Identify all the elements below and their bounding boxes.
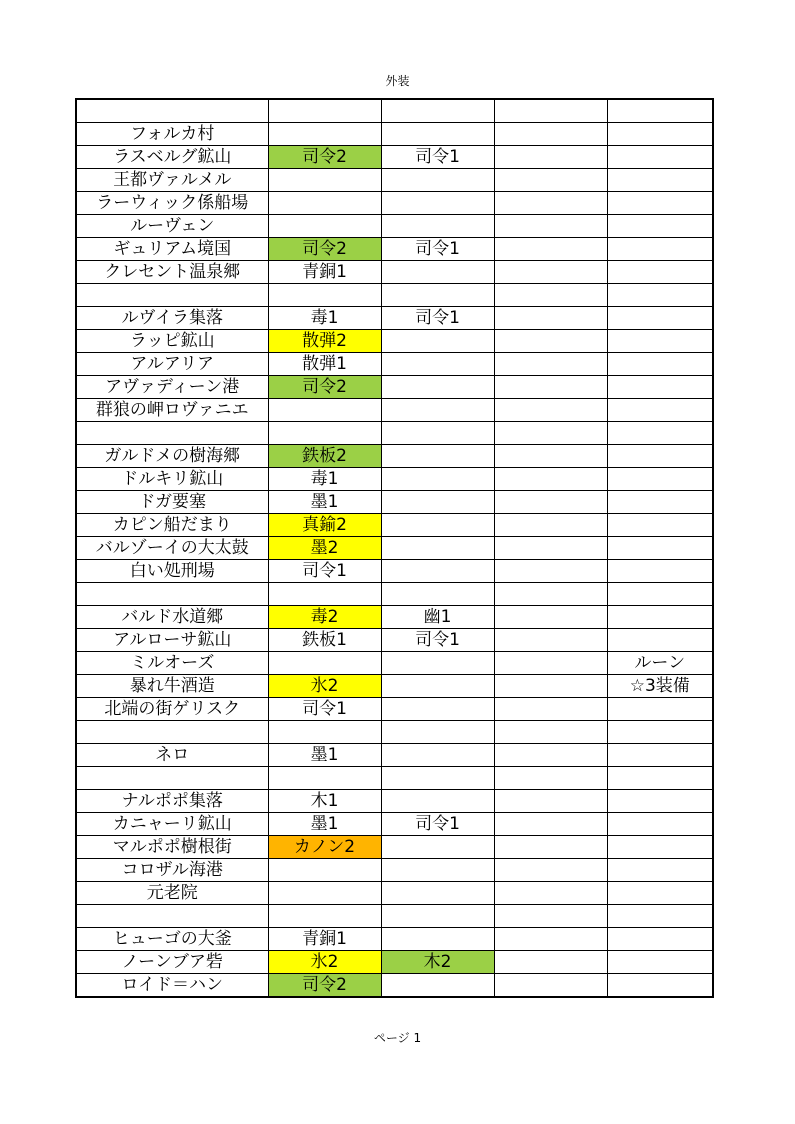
- cell-col-e: [607, 537, 713, 560]
- cell-col-e: [607, 215, 713, 238]
- page-header: 外装: [385, 74, 410, 88]
- cell-col-c: 司令1: [381, 307, 494, 330]
- table-row: [76, 99, 713, 123]
- cell-col-c: 司令1: [381, 146, 494, 169]
- cell-col-d: [494, 629, 607, 652]
- cell-col-b: 青銅1: [268, 261, 381, 284]
- table-row: [76, 675, 713, 698]
- cell-col-c: [381, 698, 494, 721]
- cell-col-e: [607, 169, 713, 192]
- cell-col-b: 墨1: [268, 744, 381, 767]
- table-row: [76, 307, 713, 330]
- cell-location: ルヴイラ集落: [76, 307, 268, 330]
- cell-col-c: [381, 376, 494, 399]
- cell-col-b: [268, 399, 381, 422]
- cell-col-c: [381, 99, 494, 123]
- cell-col-c: [381, 261, 494, 284]
- cell-col-c: [381, 790, 494, 813]
- cell-col-e: [607, 422, 713, 445]
- table-row: [76, 790, 713, 813]
- cell-col-d: [494, 307, 607, 330]
- cell-col-b: [268, 905, 381, 928]
- cell-col-e: [607, 560, 713, 583]
- cell-location: [76, 721, 268, 744]
- cell-col-e: [607, 813, 713, 836]
- cell-location: ミルオーズ: [76, 652, 268, 675]
- cell-location: ルーヴェン: [76, 215, 268, 238]
- table-row: [76, 491, 713, 514]
- cell-location: ドガ要塞: [76, 491, 268, 514]
- cell-location: アルアリア: [76, 353, 268, 376]
- cell-col-e: [607, 146, 713, 169]
- cell-col-e: [607, 238, 713, 261]
- cell-col-b: [268, 721, 381, 744]
- cell-col-e: [607, 836, 713, 859]
- cell-col-d: [494, 376, 607, 399]
- cell-col-b: 墨1: [268, 813, 381, 836]
- cell-col-b: [268, 583, 381, 606]
- cell-col-d: [494, 330, 607, 353]
- cell-col-c: 幽1: [381, 606, 494, 629]
- table-row: [76, 951, 713, 974]
- cell-col-b: 鉄板1: [268, 629, 381, 652]
- cell-col-d: [494, 721, 607, 744]
- cell-col-b: 墨2: [268, 537, 381, 560]
- cell-col-c: [381, 560, 494, 583]
- cell-col-b: 司令2: [268, 974, 381, 998]
- cell-col-e: [607, 629, 713, 652]
- cell-col-b: 青銅1: [268, 928, 381, 951]
- cell-col-d: [494, 215, 607, 238]
- cell-col-d: [494, 537, 607, 560]
- cell-location: ロイド＝ハン: [76, 974, 268, 998]
- cell-col-b: [268, 99, 381, 123]
- cell-col-d: [494, 583, 607, 606]
- cell-col-b: 司令1: [268, 560, 381, 583]
- cell-col-b: 氷2: [268, 675, 381, 698]
- table-row: [76, 445, 713, 468]
- cell-col-d: [494, 146, 607, 169]
- cell-col-d: [494, 905, 607, 928]
- cell-col-e: [607, 790, 713, 813]
- cell-col-c: [381, 652, 494, 675]
- cell-location: マルポポ樹根街: [76, 836, 268, 859]
- cell-col-c: [381, 974, 494, 998]
- cell-col-c: [381, 721, 494, 744]
- cell-col-c: [381, 905, 494, 928]
- cell-location: アルローサ鉱山: [76, 629, 268, 652]
- cell-col-d: [494, 399, 607, 422]
- cell-col-e: [607, 307, 713, 330]
- cell-col-d: [494, 744, 607, 767]
- table-row: [76, 629, 713, 652]
- cell-col-e: ☆3装備: [607, 675, 713, 698]
- table-row: [76, 123, 713, 146]
- table-row: [76, 560, 713, 583]
- table-row: [76, 928, 713, 951]
- cell-col-b: 司令2: [268, 376, 381, 399]
- cell-location: バルゾーイの大太鼓: [76, 537, 268, 560]
- cell-col-b: 真鍮2: [268, 514, 381, 537]
- cell-col-d: [494, 652, 607, 675]
- table-row: [76, 882, 713, 905]
- cell-col-e: [607, 353, 713, 376]
- cell-col-d: [494, 675, 607, 698]
- cell-col-c: 司令1: [381, 629, 494, 652]
- table-row: [76, 514, 713, 537]
- page-footer: ページ 1: [373, 1031, 422, 1045]
- table-row: [76, 376, 713, 399]
- cell-col-e: [607, 698, 713, 721]
- cell-col-c: 司令1: [381, 238, 494, 261]
- table-row: [76, 169, 713, 192]
- cell-col-d: [494, 123, 607, 146]
- cell-col-d: [494, 284, 607, 307]
- cell-location: ナルポポ集落: [76, 790, 268, 813]
- cell-col-e: [607, 491, 713, 514]
- cell-col-b: 散弾2: [268, 330, 381, 353]
- table-row: [76, 238, 713, 261]
- cell-location: バルド水道郷: [76, 606, 268, 629]
- cell-location: ラッピ鉱山: [76, 330, 268, 353]
- cell-location: カピン船だまり: [76, 514, 268, 537]
- cell-col-b: 司令1: [268, 698, 381, 721]
- cell-location: 暴れ牛酒造: [76, 675, 268, 698]
- cell-col-e: [607, 974, 713, 998]
- cell-col-d: [494, 928, 607, 951]
- cell-col-b: [268, 284, 381, 307]
- cell-location: ギュリアム境国: [76, 238, 268, 261]
- cell-col-e: [607, 859, 713, 882]
- cell-col-b: [268, 859, 381, 882]
- cell-col-e: [607, 445, 713, 468]
- cell-col-e: [607, 284, 713, 307]
- cell-col-c: [381, 583, 494, 606]
- cell-col-b: [268, 422, 381, 445]
- table-row: [76, 330, 713, 353]
- cell-col-d: [494, 951, 607, 974]
- cell-col-c: [381, 422, 494, 445]
- cell-location: [76, 99, 268, 123]
- table-row: [76, 192, 713, 215]
- cell-col-b: 毒1: [268, 468, 381, 491]
- cell-col-d: [494, 606, 607, 629]
- cell-col-c: 司令1: [381, 813, 494, 836]
- cell-location: ヒューゴの大釜: [76, 928, 268, 951]
- table-row: [76, 652, 713, 675]
- cell-location: [76, 905, 268, 928]
- cell-col-e: [607, 123, 713, 146]
- cell-col-d: [494, 238, 607, 261]
- cell-col-e: [607, 928, 713, 951]
- cell-col-d: [494, 974, 607, 998]
- cell-col-d: [494, 859, 607, 882]
- cell-col-e: [607, 399, 713, 422]
- cell-col-e: [607, 583, 713, 606]
- cell-col-c: [381, 514, 494, 537]
- table-row: [76, 284, 713, 307]
- cell-location: クレセント温泉郷: [76, 261, 268, 284]
- cell-col-d: [494, 445, 607, 468]
- cell-col-b: 司令2: [268, 146, 381, 169]
- cell-col-b: 散弾1: [268, 353, 381, 376]
- spreadsheet-table: [75, 98, 714, 998]
- cell-col-c: [381, 928, 494, 951]
- cell-col-c: [381, 192, 494, 215]
- cell-col-e: [607, 744, 713, 767]
- cell-col-b: [268, 882, 381, 905]
- cell-location: [76, 284, 268, 307]
- cell-col-e: [607, 721, 713, 744]
- cell-location: [76, 767, 268, 790]
- cell-col-c: [381, 353, 494, 376]
- cell-col-c: 木2: [381, 951, 494, 974]
- cell-col-b: [268, 123, 381, 146]
- cell-col-b: [268, 652, 381, 675]
- cell-location: アヴァディーン港: [76, 376, 268, 399]
- cell-col-d: [494, 422, 607, 445]
- cell-location: ネロ: [76, 744, 268, 767]
- cell-col-d: [494, 813, 607, 836]
- cell-col-c: [381, 675, 494, 698]
- cell-col-d: [494, 767, 607, 790]
- table-row: [76, 698, 713, 721]
- cell-col-c: [381, 399, 494, 422]
- cell-col-d: [494, 468, 607, 491]
- table-row: [76, 606, 713, 629]
- cell-col-b: 墨1: [268, 491, 381, 514]
- cell-col-c: [381, 468, 494, 491]
- cell-col-e: [607, 905, 713, 928]
- cell-col-c: [381, 445, 494, 468]
- table-row: [76, 261, 713, 284]
- table-row: [76, 836, 713, 859]
- table-row: [76, 468, 713, 491]
- table-row: [76, 905, 713, 928]
- cell-location: フォルカ村: [76, 123, 268, 146]
- cell-location: コロザル海港: [76, 859, 268, 882]
- cell-col-b: カノン2: [268, 836, 381, 859]
- cell-col-e: [607, 606, 713, 629]
- cell-col-d: [494, 261, 607, 284]
- cell-col-d: [494, 353, 607, 376]
- cell-col-d: [494, 698, 607, 721]
- cell-col-b: [268, 215, 381, 238]
- table-row: [76, 721, 713, 744]
- cell-location: [76, 583, 268, 606]
- table-row: [76, 215, 713, 238]
- cell-location: ラスベルグ鉱山: [76, 146, 268, 169]
- table-row: [76, 399, 713, 422]
- table-row: [76, 813, 713, 836]
- cell-location: 王都ヴァルメル: [76, 169, 268, 192]
- cell-col-e: [607, 99, 713, 123]
- cell-col-b: 司令2: [268, 238, 381, 261]
- cell-col-b: 木1: [268, 790, 381, 813]
- table-row: [76, 583, 713, 606]
- cell-col-e: [607, 261, 713, 284]
- cell-col-c: [381, 123, 494, 146]
- table-row: [76, 744, 713, 767]
- cell-col-b: [268, 192, 381, 215]
- cell-col-e: [607, 192, 713, 215]
- cell-col-b: 毒1: [268, 307, 381, 330]
- cell-col-c: [381, 215, 494, 238]
- cell-col-e: [607, 468, 713, 491]
- table-row: [76, 767, 713, 790]
- cell-col-e: [607, 514, 713, 537]
- cell-col-d: [494, 882, 607, 905]
- cell-location: 群狼の岬ロヴァニエ: [76, 399, 268, 422]
- cell-location: カニャーリ鉱山: [76, 813, 268, 836]
- cell-col-c: [381, 744, 494, 767]
- table-row: [76, 859, 713, 882]
- cell-col-c: [381, 836, 494, 859]
- cell-col-c: [381, 859, 494, 882]
- cell-col-e: [607, 882, 713, 905]
- cell-location: ノーンブア砦: [76, 951, 268, 974]
- cell-col-d: [494, 99, 607, 123]
- cell-location: ドルキリ鉱山: [76, 468, 268, 491]
- cell-location: ガルドメの樹海郷: [76, 445, 268, 468]
- cell-col-d: [494, 192, 607, 215]
- table-row: [76, 974, 713, 998]
- cell-col-c: [381, 882, 494, 905]
- cell-location: ラーウィック係船場: [76, 192, 268, 215]
- cell-col-e: ルーン: [607, 652, 713, 675]
- cell-col-d: [494, 790, 607, 813]
- cell-col-c: [381, 330, 494, 353]
- cell-col-b: 毒2: [268, 606, 381, 629]
- cell-col-c: [381, 537, 494, 560]
- cell-location: 元老院: [76, 882, 268, 905]
- table-body: [76, 99, 713, 997]
- table-row: [76, 353, 713, 376]
- cell-col-b: [268, 169, 381, 192]
- cell-col-b: [268, 767, 381, 790]
- cell-col-e: [607, 376, 713, 399]
- table-row: [76, 146, 713, 169]
- cell-col-d: [494, 491, 607, 514]
- cell-col-c: [381, 169, 494, 192]
- cell-col-c: [381, 491, 494, 514]
- cell-col-e: [607, 767, 713, 790]
- cell-col-b: 氷2: [268, 951, 381, 974]
- cell-col-c: [381, 284, 494, 307]
- cell-location: 北端の街ゲリスク: [76, 698, 268, 721]
- cell-col-d: [494, 514, 607, 537]
- cell-col-c: [381, 767, 494, 790]
- cell-col-d: [494, 169, 607, 192]
- cell-col-e: [607, 330, 713, 353]
- cell-location: [76, 422, 268, 445]
- cell-col-d: [494, 836, 607, 859]
- cell-location: 白い処刑場: [76, 560, 268, 583]
- table-row: [76, 422, 713, 445]
- cell-col-b: 鉄板2: [268, 445, 381, 468]
- cell-col-d: [494, 560, 607, 583]
- table-row: [76, 537, 713, 560]
- cell-col-e: [607, 951, 713, 974]
